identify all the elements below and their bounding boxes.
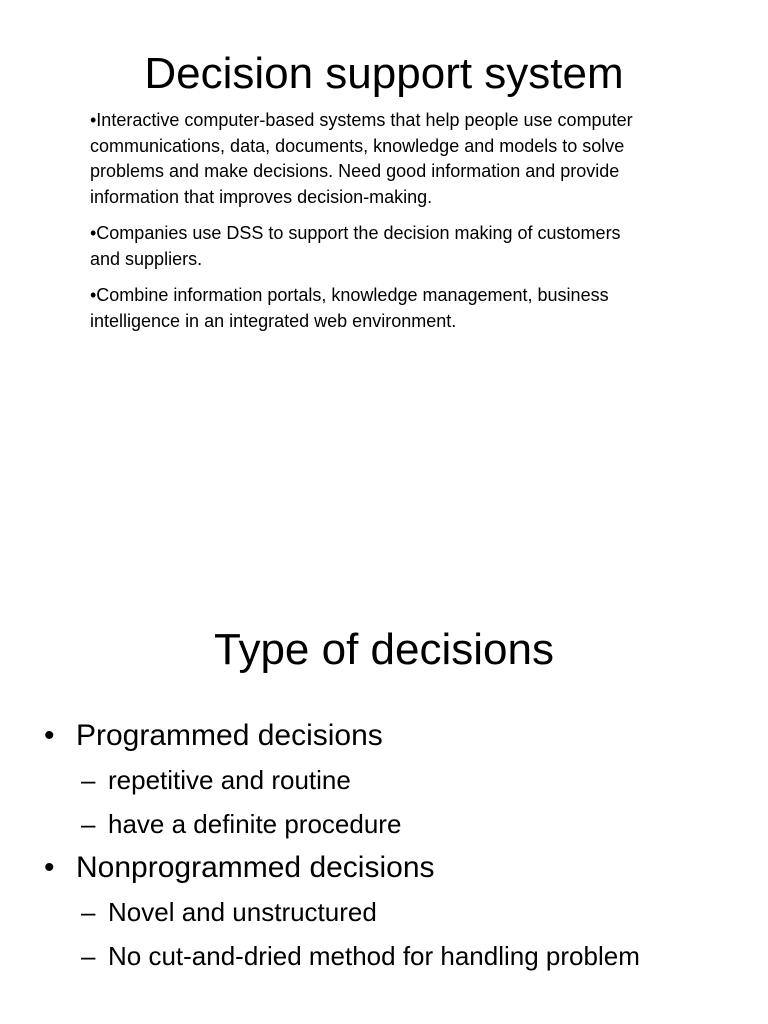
- bullet-label: Programmed decisions: [76, 719, 383, 752]
- dash-marker: –: [81, 897, 96, 927]
- dash-marker: –: [81, 941, 96, 971]
- slide-title: Type of decisions: [214, 625, 554, 674]
- bullet-list: [44, 714, 744, 978]
- bullet-item-nonprogrammed: [44, 846, 744, 890]
- slide-title: Decision support system: [144, 49, 624, 98]
- bullet-marker: •: [44, 851, 55, 884]
- dash-marker: –: [81, 809, 96, 839]
- sub-bullet-label: Novel and unstructured: [108, 897, 377, 927]
- sub-bullet-item: [44, 758, 744, 802]
- sub-bullet-item: [44, 802, 744, 846]
- bullet-marker: •: [44, 719, 55, 752]
- sub-bullet-item: [44, 890, 744, 934]
- sub-bullet-item: [44, 934, 744, 978]
- bullet-label: Nonprogrammed decisions: [76, 851, 435, 884]
- dash-marker: –: [81, 765, 96, 795]
- bullet-item: •Combine information portals, knowledge management, business intelligence in an integrated web environment.: [90, 285, 609, 331]
- slide-type-of-decisions: [0, 512, 768, 1024]
- sub-bullet-label: repetitive and routine: [108, 765, 351, 795]
- sub-bullet-label: have a definite procedure: [108, 809, 402, 839]
- bullet-item: •Interactive computer-based systems that help people use computer communications, data, documents, knowledge and models to solve problems and make decisions. Need good information and provide information that improves decision-making.: [90, 110, 633, 207]
- bullet-list: [90, 108, 650, 345]
- sub-bullet-label: No cut-and-dried method for handling problem: [108, 941, 640, 971]
- bullet-item-programmed: [44, 714, 744, 758]
- bullet-item: •Companies use DSS to support the decision making of customers and suppliers.: [90, 223, 621, 269]
